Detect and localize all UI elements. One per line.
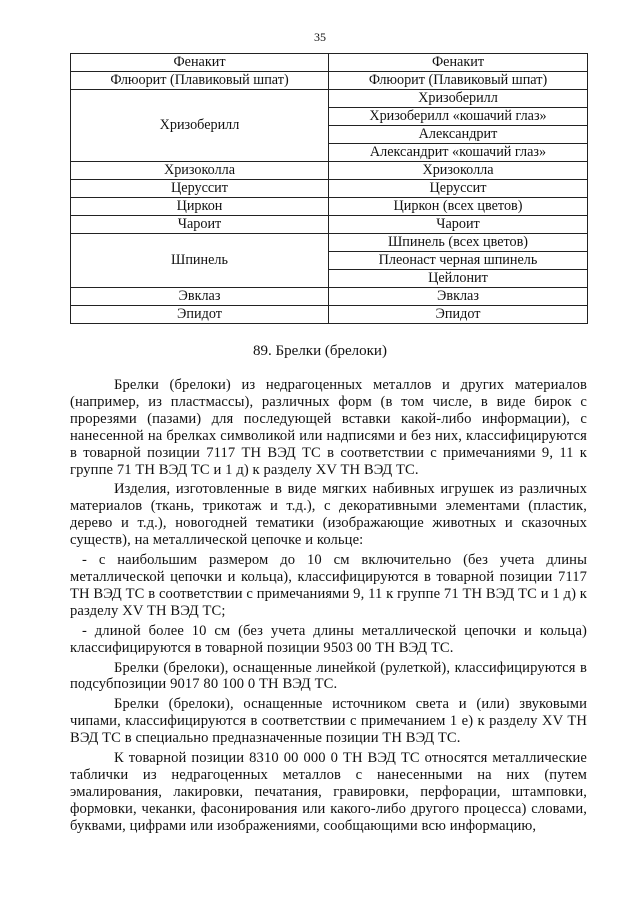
table-cell-right: Хризоберилл (329, 90, 588, 108)
body-text (70, 377, 587, 838)
table-cell-right: Эпидот (329, 306, 588, 324)
table-row (71, 162, 588, 180)
gemstone-table (70, 53, 588, 324)
table-cell-right: Фенакит (329, 54, 588, 72)
table-cell-right: Плеонаст черная шпинель (329, 252, 588, 270)
list-item: - длиной более 10 см (без учета длины металлической цепочки и кольца) классифицируются в товарной позиции 9503 00 ТН ВЭД ТС. (70, 622, 587, 656)
paragraph: Брелки (брелоки), оснащенные линейкой (рулеткой), классифицируются в подсубпозиции 9017 80 100 0 ТН ВЭД ТС. (70, 659, 587, 693)
table-cell-left: Хризоберилл (71, 90, 329, 162)
table-cell-left: Циркон (71, 198, 329, 216)
table-cell-right: Хризоколла (329, 162, 588, 180)
table-cell-left: Шпинель (71, 234, 329, 288)
table-cell-right: Эвклаз (329, 288, 588, 306)
table-row (71, 54, 588, 72)
table-row (71, 216, 588, 234)
table-row (71, 198, 588, 216)
table-row (71, 288, 588, 306)
list-item: - с наибольшим размером до 10 см включительно (без учета длины металлической цепочки и кольца), классифицируются в товарной позиции 7117 ТН ВЭД ТС в соответствии с примечаниями 9, 11 к группе 71 ТН ВЭД ТС и 1 д) к разделу XV ТН ВЭД ТС; (70, 552, 587, 619)
table-cell-right: Шпинель (всех цветов) (329, 234, 588, 252)
table-cell-left: Чароит (71, 216, 329, 234)
table-cell-right: Хризоберилл «кошачий глаз» (329, 108, 588, 126)
table-cell-left: Эвклаз (71, 288, 329, 306)
table-row (71, 234, 588, 252)
paragraph: К товарной позиции 8310 00 000 0 ТН ВЭД ТС относятся металлические таблички из недрагоценных металлов с нанесенными на них (путем эмалирования, лакировки, печатания, гравировки, перфорации, штамповки, формовки, чеканки, фасонирования или какого-либо другого процесса) словами, буквами, цифрами или изображениями, сообщающими всю информацию, (70, 750, 587, 834)
paragraph: Брелки (брелоки) из недрагоценных металлов и других материалов (например, из пластмассы), различных форм (в том числе, в виде бирок с прорезями (пазами) для последующей вставки какой-либо информации), с нанесенной на брелках символикой или надписями и без них, классифицируются в товарной позиции 7117 ТН ВЭД ТС в соответствии с примечаниями 9, 11 к группе 71 ТН ВЭД ТС и 1 д) к разделу XV ТН ВЭД ТС. (70, 377, 587, 478)
paragraph: Брелки (брелоки), оснащенные источником света и (или) звуковыми чипами, классифицируются в соответствии с примечанием 1 е) к разделу XV ТН ВЭД ТС в специально предназначенные позиции ТН ВЭД ТС. (70, 696, 587, 747)
table-cell-left: Эпидот (71, 306, 329, 324)
table-row (71, 72, 588, 90)
table-cell-right: Александрит (329, 126, 588, 144)
table-cell-right: Александрит «кошачий глаз» (329, 144, 588, 162)
table-cell-right: Чароит (329, 216, 588, 234)
table-cell-left: Флюорит (Плавиковый шпат) (71, 72, 329, 90)
section-title: 89. Брелки (брелоки) (253, 343, 387, 359)
page-number: 35 (314, 30, 326, 44)
table-cell-left: Хризоколла (71, 162, 329, 180)
table-cell-left: Церуссит (71, 180, 329, 198)
table-row (71, 180, 588, 198)
table-cell-right: Циркон (всех цветов) (329, 198, 588, 216)
table-row (71, 90, 588, 108)
paragraph: Изделия, изготовленные в виде мягких набивных игрушек из различных материалов (ткань, трикотаж и т.д.), с декоративными элементами (пластик, дерево и т.д.), новогодней тематики (изображающие животных и сказочных существ), на металлической цепочке и кольце: (70, 481, 587, 549)
table-cell-right: Цейлонит (329, 270, 588, 288)
table-row (71, 306, 588, 324)
table-cell-right: Церуссит (329, 180, 588, 198)
table-cell-left: Фенакит (71, 54, 329, 72)
table-cell-right: Флюорит (Плавиковый шпат) (329, 72, 588, 90)
